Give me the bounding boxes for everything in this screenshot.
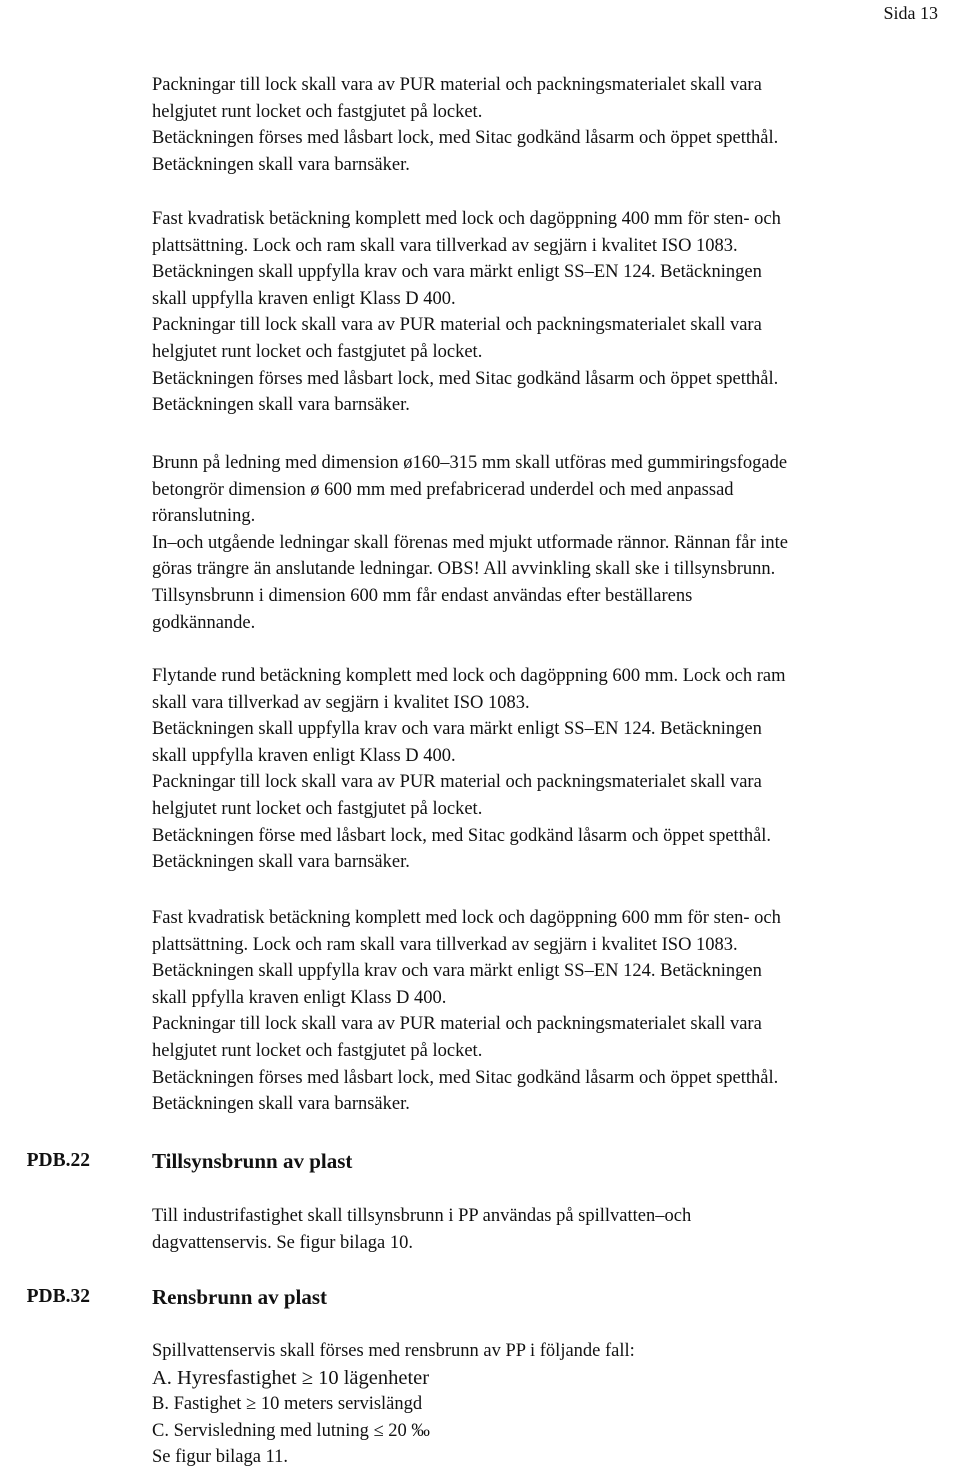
text-line: Betäckningen förses med låsbart lock, med Sitac godkänd låsarm och öppet spetthål. — [152, 128, 779, 149]
text-line: betongrör dimension ø 600 mm med prefabricerad underdel och med anpassad — [152, 479, 734, 500]
text-line: Brunn på ledning med dimension ø160–315 mm skall utföras med gummiringsfogade — [152, 453, 788, 473]
paragraph-fast-kvadratisk-600 — [152, 905, 952, 1118]
text-line: röranslutning. — [152, 506, 256, 527]
text-line: Till industrifastighet skall tillsynsbrunn i PP användas på spillvatten–och — [152, 1206, 692, 1226]
text-line: skall uppfylla kraven enligt Klass D 400. — [152, 288, 456, 309]
text-line: helgjutet runt locket och fastgjutet på locket. — [152, 101, 483, 122]
paragraph-brunn-ledning — [152, 450, 952, 636]
text-line: Packningar till lock skall vara av PUR material och packningsmaterialet skall vara — [152, 772, 762, 793]
text-line: plattsättning. Lock och ram skall vara tillverkad av segjärn i kvalitet ISO 1083. — [152, 934, 738, 955]
text-line: Betäckningen förses med låsbart lock, med Sitac godkänd låsarm och öppet spetthål. — [152, 1067, 779, 1088]
section-heading-rensbrunn: Rensbrunn av plast — [152, 1285, 328, 1309]
text-line: göras trängre än anslutande ledningar. OBS! All avvinkling skall ske i tillsynsbrunn. — [152, 559, 776, 580]
list-item: A. Hyresfastighet ≥ 10 lägenheter — [152, 1366, 430, 1389]
list-item: B. Fastighet ≥ 10 meters servislängd — [152, 1394, 423, 1415]
text-line: Fast kvadratisk betäckning komplett med lock och dagöppning 400 mm för sten- och — [152, 209, 781, 229]
text-line: In–och utgående ledningar skall förenas med mjukt utformade rännor. Rännan får inte — [152, 532, 788, 553]
text-line: Packningar till lock skall vara av PUR material och packningsmaterialet skall vara — [152, 315, 762, 336]
intro-line: Spillvattenservis skall förses med rensbrunn av PP i följande fall: — [152, 1341, 635, 1361]
text-line: Betäckningen skall uppfylla krav och vara märkt enligt SS–EN 124. Betäckningen — [152, 961, 762, 982]
text-line: Fast kvadratisk betäckning komplett med lock och dagöppning 600 mm för sten- och — [152, 908, 781, 928]
list-item: C. Servisledning med lutning ≤ 20 ‰ — [152, 1420, 430, 1441]
text-line: helgjutet runt locket och fastgjutet på locket. — [152, 798, 483, 819]
text-line: Flytande rund betäckning komplett med lock och dagöppning 600 mm. Lock och ram — [152, 666, 786, 686]
outro-line: Se figur bilaga 11. — [152, 1447, 288, 1468]
text-line: Betäckningen skall vara barnsäker. — [152, 852, 410, 873]
text-line: helgjutet runt locket och fastgjutet på locket. — [152, 1040, 483, 1061]
section-code-pdb22: PDB.22 — [26, 1150, 90, 1171]
text-line: Betäckningen skall vara barnsäker. — [152, 154, 410, 175]
text-line: skall uppfylla kraven enligt Klass D 400. — [152, 745, 456, 766]
paragraph-fast-kvadratisk-400 — [152, 206, 952, 419]
paragraph-packningar-1 — [152, 72, 952, 178]
text-line: Betäckningen skall vara barnsäker. — [152, 1094, 410, 1115]
text-line: Betäckningen skall uppfylla krav och vara märkt enligt SS–EN 124. Betäckningen — [152, 719, 762, 740]
text-line: godkännande. — [152, 612, 256, 633]
text-line: helgjutet runt locket och fastgjutet på locket. — [152, 341, 483, 362]
text-line: Betäckningen skall vara barnsäker. — [152, 395, 410, 416]
page-number: Sida 13 — [883, 3, 938, 23]
text-line: plattsättning. Lock och ram skall vara tillverkad av segjärn i kvalitet ISO 1083. — [152, 235, 738, 256]
text-line: Packningar till lock skall vara av PUR material och packningsmaterialet skall vara — [152, 1014, 762, 1035]
text-line: dagvattenservis. Se figur bilaga 10. — [152, 1232, 413, 1253]
text-line: Tillsynsbrunn i dimension 600 mm får endast användas efter beställarens — [152, 585, 693, 606]
text-line: Betäckningen skall uppfylla krav och vara märkt enligt SS–EN 124. Betäckningen — [152, 262, 762, 283]
paragraph-tillsynsbrunn-plast — [152, 1203, 952, 1256]
paragraph-flytande-rund — [152, 663, 952, 876]
text-line: skall ppfylla kraven enligt Klass D 400. — [152, 987, 447, 1008]
paragraph-rensbrunn-plast — [152, 1338, 952, 1471]
section-heading-tillsynsbrunn: Tillsynsbrunn av plast — [152, 1149, 353, 1173]
text-line: skall vara tillverkad av segjärn i kvalitet ISO 1083. — [152, 692, 530, 713]
text-line: Betäckningen förses med låsbart lock, med Sitac godkänd låsarm och öppet spetthål. — [152, 368, 779, 389]
text-line: Packningar till lock skall vara av PUR material och packningsmaterialet skall vara — [152, 75, 762, 95]
text-line: Betäckningen förse med låsbart lock, med Sitac godkänd låsarm och öppet spetthål. — [152, 825, 772, 846]
section-code-pdb32: PDB.32 — [26, 1286, 90, 1307]
